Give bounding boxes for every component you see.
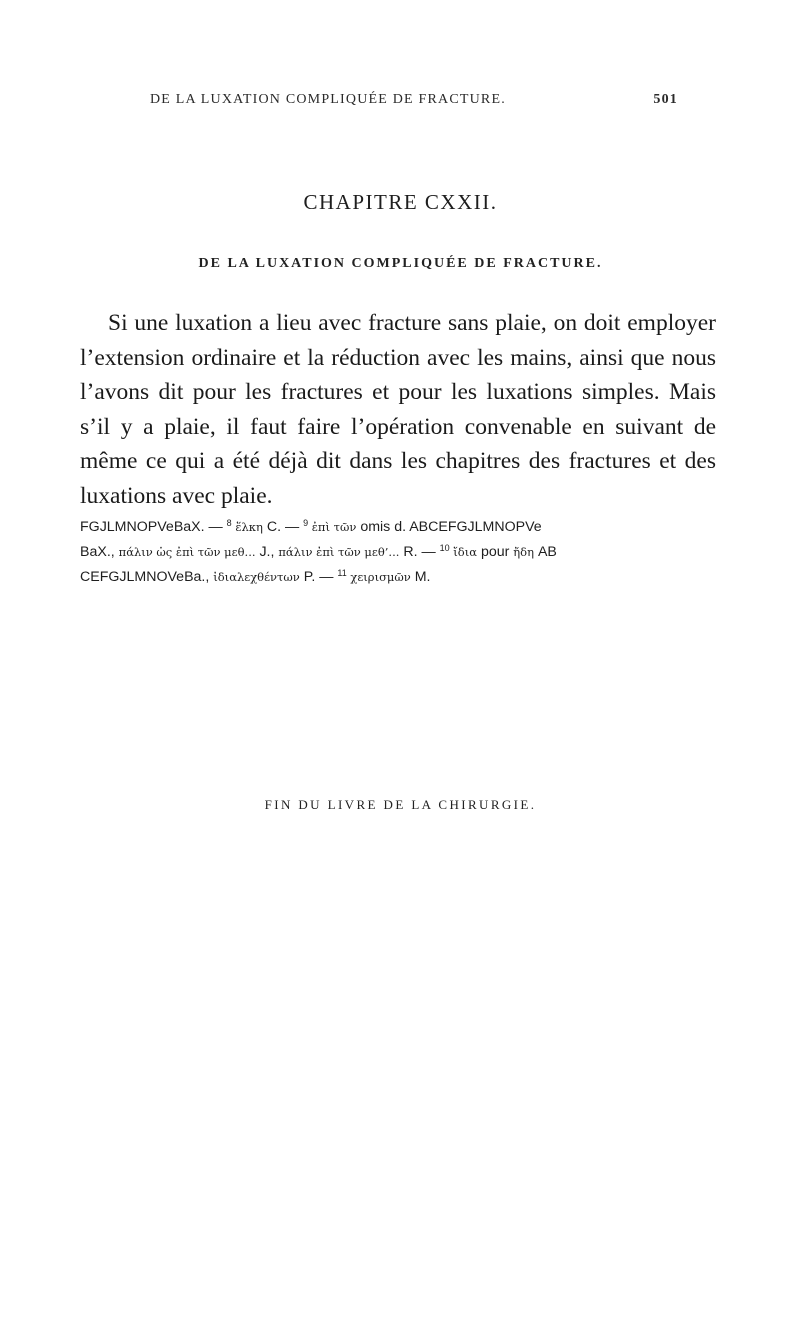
- greek-variant: ἴδια: [449, 545, 477, 559]
- end-note: FIN DU LIVRE DE LA CHIRURGIE.: [264, 797, 537, 812]
- greek-variant: πάλιν ὡς ἐπὶ τῶν μεθ...: [118, 545, 256, 559]
- greek-variant: χειρισμῶν: [346, 570, 411, 584]
- note-number: 10: [439, 543, 450, 553]
- variant-text: omis d. ABCEFGJLMNOPVe: [356, 519, 542, 535]
- variant-text: J.,: [255, 544, 279, 560]
- variant-line-3: [80, 563, 716, 588]
- note-number: 8: [226, 518, 232, 528]
- page-number: 501: [653, 92, 678, 107]
- variant-text: BaX.,: [80, 544, 119, 560]
- greek-variant: πάλιν ἐπὶ τῶν μεθ’...: [278, 545, 400, 559]
- chapter-subtitle: DE LA LUXATION COMPLIQUÉE DE FRACTURE.: [198, 256, 603, 271]
- greek-variant: ἤδη: [513, 545, 534, 559]
- body-paragraph: Si une luxation a lieu avec fracture sans plaie, on doit employer l’extension ordinaire et la réduction avec les mains, ainsi que nous l’avons dit pour les fractures et pour les luxations simples. Mais s’il y a plaie, il faut faire l’opération convenable en suivant de même ce qui a été déjà dit dans les chapitres des fractures et des luxations avec plaie.: [80, 310, 716, 509]
- variant-text: R. —: [399, 544, 440, 560]
- variant-text: FGJLMNOPVeBaX. —: [80, 519, 227, 535]
- variant-text: M.: [410, 569, 431, 585]
- variant-line-2: [80, 538, 716, 563]
- note-number: 11: [337, 568, 347, 578]
- greek-variant: ἐπὶ τῶν: [308, 520, 357, 534]
- variant-line-1: [80, 513, 716, 538]
- variant-text: AB: [534, 544, 557, 560]
- variant-text: pour: [477, 544, 514, 560]
- variant-text: P. —: [299, 569, 338, 585]
- greek-variant: ἕλκη: [231, 520, 263, 534]
- chapter-title: CHAPITRE CXXII.: [303, 190, 498, 214]
- variant-text: C. —: [262, 519, 304, 535]
- note-number: 9: [303, 518, 309, 528]
- variant-text: CEFGJLMNOVeBa.,: [80, 569, 214, 585]
- greek-variant: ἰδιαλεχθέντων: [213, 570, 300, 584]
- critical-apparatus: [80, 513, 716, 588]
- running-title: DE LA LUXATION COMPLIQUÉE DE FRACTURE.: [150, 92, 506, 107]
